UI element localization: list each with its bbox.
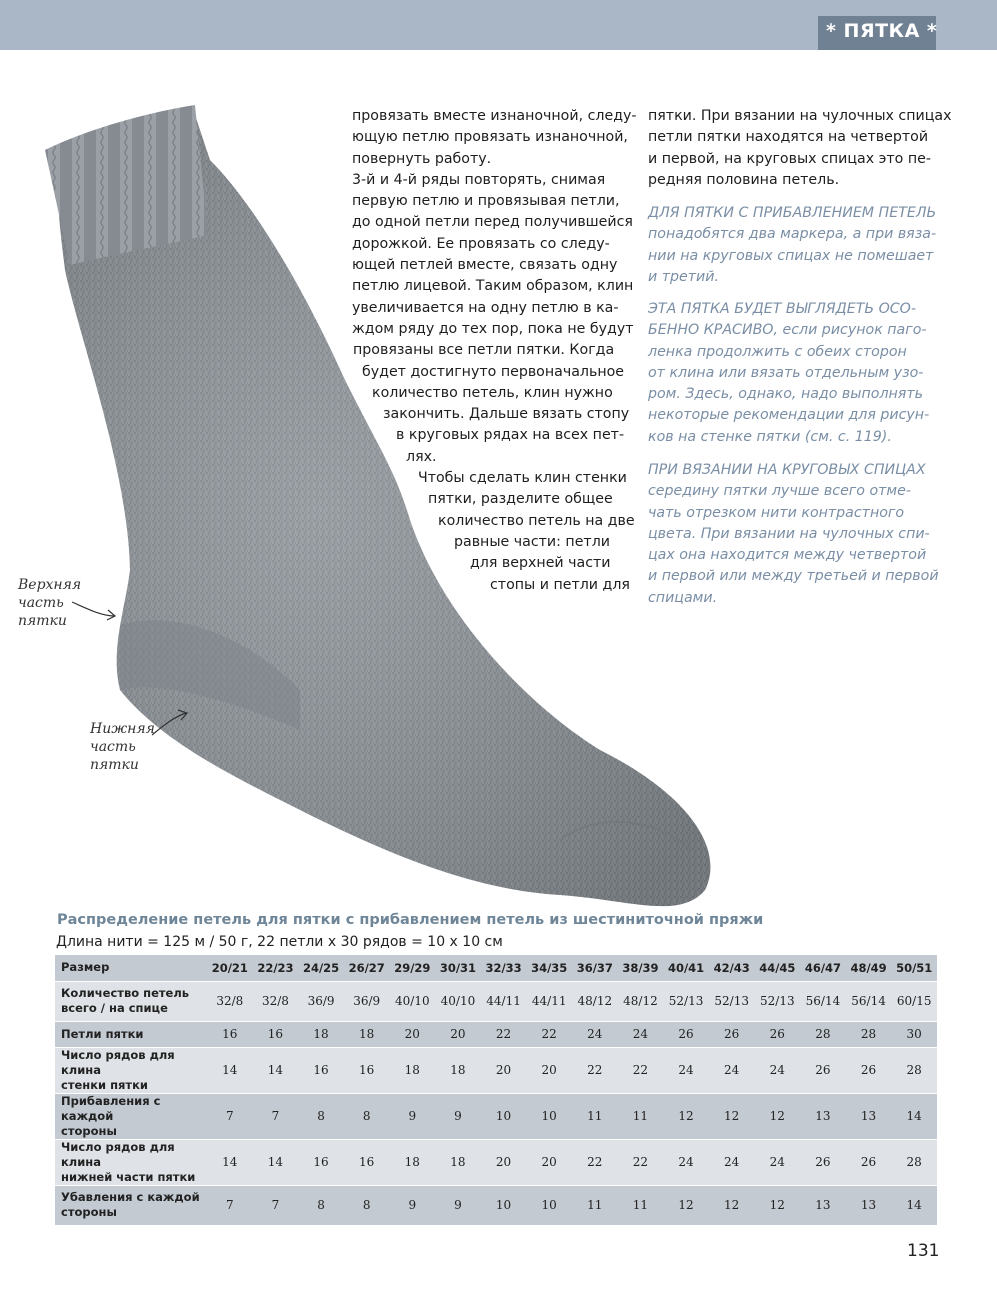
row-label: Убавления с каждой стороны	[61, 1190, 200, 1219]
table-cell: 56/14	[851, 994, 886, 1008]
size-col: 26/27	[348, 960, 385, 975]
table-cell: 14	[222, 1155, 238, 1169]
table-cell: 9	[408, 1109, 417, 1123]
size-col: 24/25	[302, 960, 340, 975]
table-cell: 8	[362, 1109, 371, 1123]
size-col: 20/21	[211, 960, 248, 975]
table-cell: 14	[906, 1198, 922, 1212]
table-cell: 7	[271, 1198, 280, 1212]
table-cell: 11	[587, 1109, 603, 1123]
size-col: 50/51	[896, 960, 933, 975]
table-cell: 8	[317, 1109, 325, 1123]
size-col: 38/39	[622, 960, 659, 975]
table-cell: 24	[632, 1027, 649, 1041]
row-label: Количество петель всего / на спице	[61, 986, 190, 1015]
table-cell: 9	[454, 1109, 462, 1123]
table-cell: 26	[815, 1063, 831, 1077]
table-row	[55, 1093, 937, 1139]
table-cell: 16	[313, 1063, 329, 1077]
table-cell: 18	[404, 1155, 420, 1169]
table-cell: 40/10	[440, 994, 476, 1008]
annotation-lower-heel: Нижняя часть пятки	[90, 721, 155, 773]
table-cell: 7	[225, 1198, 234, 1212]
table-cell: 56/14	[805, 994, 841, 1008]
table-cell: 16	[313, 1155, 329, 1169]
table-cell: 18	[404, 1063, 420, 1077]
table-cell: 11	[632, 1198, 649, 1212]
table-cell: 28	[860, 1027, 877, 1041]
table-header-row	[55, 955, 937, 981]
row-label: Число рядов для клина нижней части пятки	[61, 1139, 196, 1184]
size-col: 48/49	[850, 960, 887, 975]
table-cell: 22	[632, 1063, 649, 1077]
table-cell: 32/8	[261, 994, 289, 1008]
table-cell: 18	[359, 1027, 375, 1041]
size-col: 22/23	[257, 960, 294, 975]
table-cell: 36/9	[307, 994, 335, 1008]
table-cell: 24	[678, 1063, 694, 1077]
header-size-label: Размер	[61, 960, 110, 975]
page-number: 131	[907, 1241, 940, 1261]
table-cell: 12	[678, 1198, 694, 1212]
table-cell: 12	[724, 1198, 740, 1212]
table-row	[55, 1047, 937, 1093]
table-row	[55, 1139, 937, 1185]
table-cell: 10	[495, 1198, 512, 1212]
size-col: 36/37	[576, 960, 613, 975]
table-cell: 12	[769, 1109, 785, 1123]
table-cell: 8	[317, 1198, 325, 1212]
table-cell: 22	[541, 1027, 557, 1041]
table-cell: 26	[769, 1027, 785, 1041]
table-cell: 22	[632, 1155, 649, 1169]
table-row	[55, 1185, 937, 1225]
row-label: Петли пятки	[61, 1026, 144, 1041]
table-cell: 26	[678, 1027, 694, 1041]
size-col: 46/47	[804, 960, 842, 975]
table-cell: 24	[724, 1155, 740, 1169]
table-cell: 52/13	[760, 994, 795, 1008]
table-cell: 14	[222, 1063, 238, 1077]
table-cell: 36/9	[353, 994, 381, 1008]
table-row	[55, 981, 937, 1021]
table-cell: 12	[724, 1109, 740, 1123]
table-cell: 24	[678, 1155, 694, 1169]
row-label: Прибавления с каждой стороны	[61, 1093, 161, 1138]
table-cell: 16	[267, 1027, 284, 1041]
table-cell: 48/12	[577, 994, 613, 1008]
size-col: 34/35	[531, 960, 568, 975]
table-cell: 9	[408, 1198, 417, 1212]
table-cell: 18	[450, 1155, 466, 1169]
table-cell: 60/15	[896, 994, 932, 1008]
table-cell: 44/11	[531, 994, 567, 1008]
table-cell: 11	[587, 1198, 603, 1212]
table-cell: 30	[906, 1027, 922, 1041]
table-cell: 52/13	[668, 994, 704, 1008]
annotation-upper-heel: Верхняя часть пятки	[18, 577, 82, 629]
table-cell: 20	[450, 1027, 466, 1041]
table-cell: 52/13	[714, 994, 749, 1008]
table-cell: 20	[541, 1063, 557, 1077]
table-cell: 24	[587, 1027, 603, 1041]
table-cell: 28	[906, 1063, 922, 1077]
table-cell: 48/12	[623, 994, 658, 1008]
table-cell: 10	[541, 1109, 557, 1123]
size-col: 40/41	[667, 960, 705, 975]
table-cell: 22	[587, 1155, 603, 1169]
table-cell: 44/11	[486, 994, 521, 1008]
table-cell: 7	[225, 1109, 234, 1123]
table-cell: 14	[267, 1155, 284, 1169]
table-cell: 32/8	[216, 994, 244, 1008]
table-cell: 18	[313, 1027, 329, 1041]
table-cell: 16	[359, 1063, 375, 1077]
table-cell: 18	[450, 1063, 466, 1077]
size-col: 32/33	[485, 960, 522, 975]
body-text-right: пятки. При вязании на чулочных спицах петли пятки находятся на четвертой и первой, на круговых спицах это пе- редняя половина петель.	[648, 108, 952, 188]
body-text-middle: провязать вместе изнаночной, следу- ющую петлю провязать изнаночной, повернуть работу. 3-й и 4-й ряды повторять, снимая первую петлю и провязывая петли, до одной петли перед получившейся дорожкой. Ее провязать со следу- ющей петлей вместе, связать одну петлю лицевой. Таким образом, клин увеличивается на одну петлю в ка- ждом ряду до тех пор, пока не будут провязаны все петли пятки. Когда будет достигнуто первоначальное количество петель, клин нужно закончить. Дальше вязать стопу в круговых рядах на всех пет- лях. Чтобы сделать клин стенки пятки, разделите общее количество петель на две равные части: петли для верхней части стопы и петли для	[352, 108, 637, 593]
table-cell: 20	[495, 1155, 512, 1169]
table-cell: 20	[541, 1155, 557, 1169]
table-cell: 11	[632, 1109, 649, 1123]
tip-markers: ДЛЯ ПЯТКИ С ПРИБАВЛЕНИЕМ ПЕТЕЛЬ понадобятся два маркера, а при вяза- нии на круговых спицах не помешает и третий.	[648, 205, 937, 285]
section-title: * ПЯТКА *	[826, 20, 938, 42]
table-cell: 28	[906, 1155, 922, 1169]
table-cell: 13	[860, 1198, 877, 1212]
table-cell: 16	[359, 1155, 375, 1169]
table-cell: 26	[724, 1027, 740, 1041]
table-cell: 9	[454, 1198, 462, 1212]
table-cell: 22	[587, 1063, 603, 1077]
arrow-icon	[70, 598, 120, 623]
size-col: 29/29	[394, 960, 431, 975]
table-cell: 22	[495, 1027, 512, 1041]
table-cell: 13	[815, 1109, 831, 1123]
size-col: 44/45	[759, 960, 796, 975]
table-cell: 24	[769, 1155, 785, 1169]
table-cell: 28	[815, 1027, 831, 1041]
table-cell: 12	[678, 1109, 694, 1123]
table-cell: 26	[815, 1155, 831, 1169]
table-cell: 14	[267, 1063, 284, 1077]
table-cell: 8	[362, 1198, 371, 1212]
table-cell: 10	[495, 1109, 512, 1123]
table-cell: 20	[404, 1027, 420, 1041]
stitch-distribution-table	[55, 955, 937, 1226]
table-cell: 10	[541, 1198, 557, 1212]
table-cell: 12	[769, 1198, 785, 1212]
arrow-icon	[148, 705, 193, 740]
tip-pattern: ЭТА ПЯТКА БУДЕТ ВЫГЛЯДЕТЬ ОСО- БЕННО КРАСИВО, если рисунок паго- ленка продолжить с обеих сторон от клина или вязать отдельным узо- ром. Здесь, однако, надо выполнять некоторые рекомендации для рисун- ков на стенке пятки (см. с. 119).	[648, 301, 930, 445]
tip-circular-needles: ПРИ ВЯЗАНИИ НА КРУГОВЫХ СПИЦАХ середину пятки лучше всего отме- чать отрезком нити контрастного цвета. При вязании на чулочных спи- цах она находится между четвертой и первой или между третьей и первой спицами.	[648, 462, 939, 606]
table-cell: 20	[495, 1063, 512, 1077]
table-title: Распределение петель для пятки с прибавлением петель из шестиниточной пряжи	[57, 912, 764, 928]
size-col: 42/43	[713, 960, 750, 975]
table-cell: 26	[860, 1063, 877, 1077]
table-row	[55, 1021, 937, 1047]
table-cell: 7	[271, 1109, 280, 1123]
table-cell: 26	[860, 1155, 877, 1169]
row-label: Число рядов для клина стенки пятки	[61, 1047, 175, 1092]
table-cell: 24	[769, 1063, 785, 1077]
table-cell: 13	[860, 1109, 877, 1123]
table-cell: 13	[815, 1198, 831, 1212]
table-cell: 14	[906, 1109, 922, 1123]
table-cell: 40/10	[395, 994, 430, 1008]
table-cell: 16	[222, 1027, 238, 1041]
table-subtitle: Длина нити = 125 м / 50 г, 22 петли х 30 рядов = 10 х 10 см	[56, 934, 503, 950]
table-cell: 24	[724, 1063, 740, 1077]
size-col: 30/31	[439, 960, 477, 975]
